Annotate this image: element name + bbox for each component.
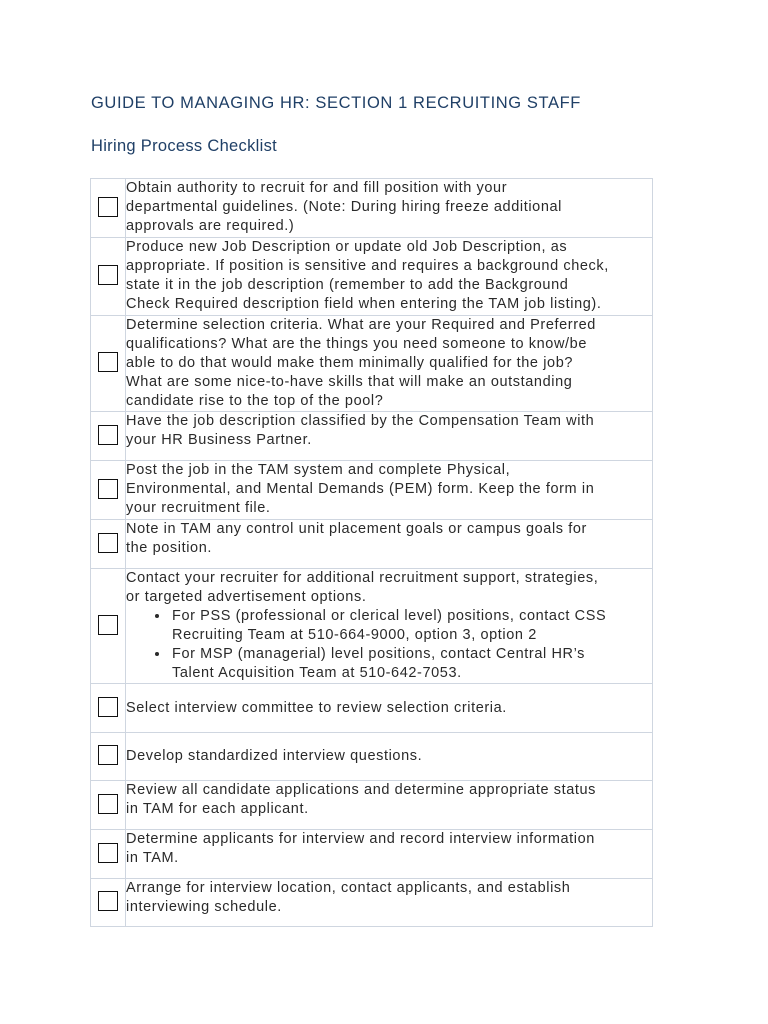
checkbox[interactable] <box>98 697 118 717</box>
checklist-item-text <box>126 412 653 461</box>
checklist-item-line: Obtain authority to recruit for and fill position with your <box>126 180 508 196</box>
checklist-item-text <box>126 684 653 733</box>
checklist-item-line: Post the job in the TAM system and complete Physical, <box>126 462 511 478</box>
checkbox-cell <box>91 412 126 461</box>
checkbox-cell <box>91 879 126 927</box>
checklist-row <box>91 830 653 879</box>
checkbox-cell <box>91 781 126 830</box>
contact-bullet-item <box>170 645 652 683</box>
checkbox-cell <box>91 179 126 238</box>
checkbox[interactable] <box>98 425 118 445</box>
checklist-item-text <box>126 879 653 927</box>
checklist-item-line: Select interview committee to review selection criteria. <box>126 699 507 716</box>
checklist-item-line: in TAM. <box>126 849 179 866</box>
checkbox[interactable] <box>98 533 118 553</box>
checklist-item-text <box>126 461 653 520</box>
checklist-row <box>91 238 653 316</box>
checkbox-cell <box>91 520 126 569</box>
checklist-item-text <box>126 179 653 238</box>
checkbox[interactable] <box>98 479 118 499</box>
checklist-item-line: the position. <box>126 539 212 556</box>
checklist-item-line: qualifications? What are the things you need someone to know/be <box>126 335 587 352</box>
contact-bullet-line: Talent Acquisition Team at 510-642-7053. <box>172 664 462 681</box>
checklist-item-line: What are some nice-to-have skills that will make an outstanding <box>126 373 573 390</box>
checklist-item-line: your recruitment file. <box>126 499 271 516</box>
checklist-item-text <box>126 569 653 684</box>
checkbox[interactable] <box>98 615 118 635</box>
contact-bullet-line: Recruiting Team at 510-664-9000, option 3, option 2 <box>172 626 537 643</box>
checkbox[interactable] <box>98 745 118 765</box>
checkbox-cell <box>91 238 126 316</box>
checkbox-cell <box>91 316 126 412</box>
hiring-checklist-table <box>90 178 653 927</box>
checkbox-cell <box>91 461 126 520</box>
checklist-heading: Hiring Process Checklist <box>91 137 278 155</box>
checklist-row <box>91 781 653 830</box>
checklist-item-line: able to do that would make them minimally qualified for the job? <box>126 354 574 371</box>
contact-bullet-line: • For MSP (managerial) level positions, contact Central HR’s <box>172 645 586 662</box>
checklist-item-line: Determine selection criteria. What are your Required and Preferred <box>126 317 596 333</box>
checklist-item-line: interviewing schedule. <box>126 898 282 915</box>
document-title: GUIDE TO MANAGING HR: SECTION 1 RECRUITING STAFF <box>91 94 581 112</box>
checkbox-cell <box>91 684 126 733</box>
checkbox[interactable] <box>98 794 118 814</box>
checklist-item-line: Check Required description field when entering the TAM job listing). <box>126 295 602 312</box>
checkbox[interactable] <box>98 265 118 285</box>
checklist-item-line: in TAM for each applicant. <box>126 800 309 817</box>
checklist-item-line: Determine applicants for interview and record interview information <box>126 831 595 847</box>
checklist-item-line: Environmental, and Mental Demands (PEM) form. Keep the form in <box>126 480 595 497</box>
checklist-row <box>91 520 653 569</box>
checkbox-cell <box>91 733 126 781</box>
checklist-item-line: appropriate. If position is sensitive and requires a background check, <box>126 257 609 274</box>
checklist-row <box>91 684 653 733</box>
checklist-item-line: candidate rise to the top of the pool? <box>126 392 384 409</box>
checklist-item-line: Review all candidate applications and determine appropriate status <box>126 782 597 798</box>
checklist-item-line: approvals are required.) <box>126 217 295 234</box>
checklist-item-line: Develop standardized interview questions. <box>126 748 423 765</box>
checklist-item-text <box>126 733 653 781</box>
checklist-item-line: Produce new Job Description or update old Job Description, as <box>126 239 568 255</box>
checklist-item-line: Arrange for interview location, contact applicants, and establish <box>126 880 571 896</box>
checkbox[interactable] <box>98 843 118 863</box>
checklist-item-line: departmental guidelines. (Note: During hiring freeze additional <box>126 198 562 215</box>
checkbox[interactable] <box>98 352 118 372</box>
checklist-item-line: Note in TAM any control unit placement goals or campus goals for <box>126 521 587 537</box>
checklist-item-line: Contact your recruiter for additional recruitment support, strategies, <box>126 570 599 586</box>
checklist-item-text <box>126 520 653 569</box>
contact-bullet-list <box>126 607 652 683</box>
checklist-item-line: Have the job description classified by the Compensation Team with <box>126 413 595 429</box>
checkbox-cell <box>91 830 126 879</box>
checklist-row <box>91 412 653 461</box>
checklist-row <box>91 461 653 520</box>
checkbox[interactable] <box>98 891 118 911</box>
checklist-item-text <box>126 238 653 316</box>
checklist-row <box>91 733 653 781</box>
checklist-row <box>91 179 653 238</box>
checklist-item-line: state it in the job description (remember to add the Background <box>126 276 569 293</box>
contact-bullet-item <box>170 607 652 645</box>
checklist-row <box>91 316 653 412</box>
checklist-item-text <box>126 781 653 830</box>
checklist-row <box>91 569 653 684</box>
contact-bullet-line: • For PSS (professional or clerical level) positions, contact CSS <box>172 607 607 624</box>
checklist-row <box>91 879 653 927</box>
checklist-item-line: your HR Business Partner. <box>126 431 312 448</box>
checklist-item-line: or targeted advertisement options. <box>126 588 367 605</box>
checkbox[interactable] <box>98 197 118 217</box>
checklist-item-text <box>126 830 653 879</box>
checklist-item-text <box>126 316 653 412</box>
checkbox-cell <box>91 569 126 684</box>
